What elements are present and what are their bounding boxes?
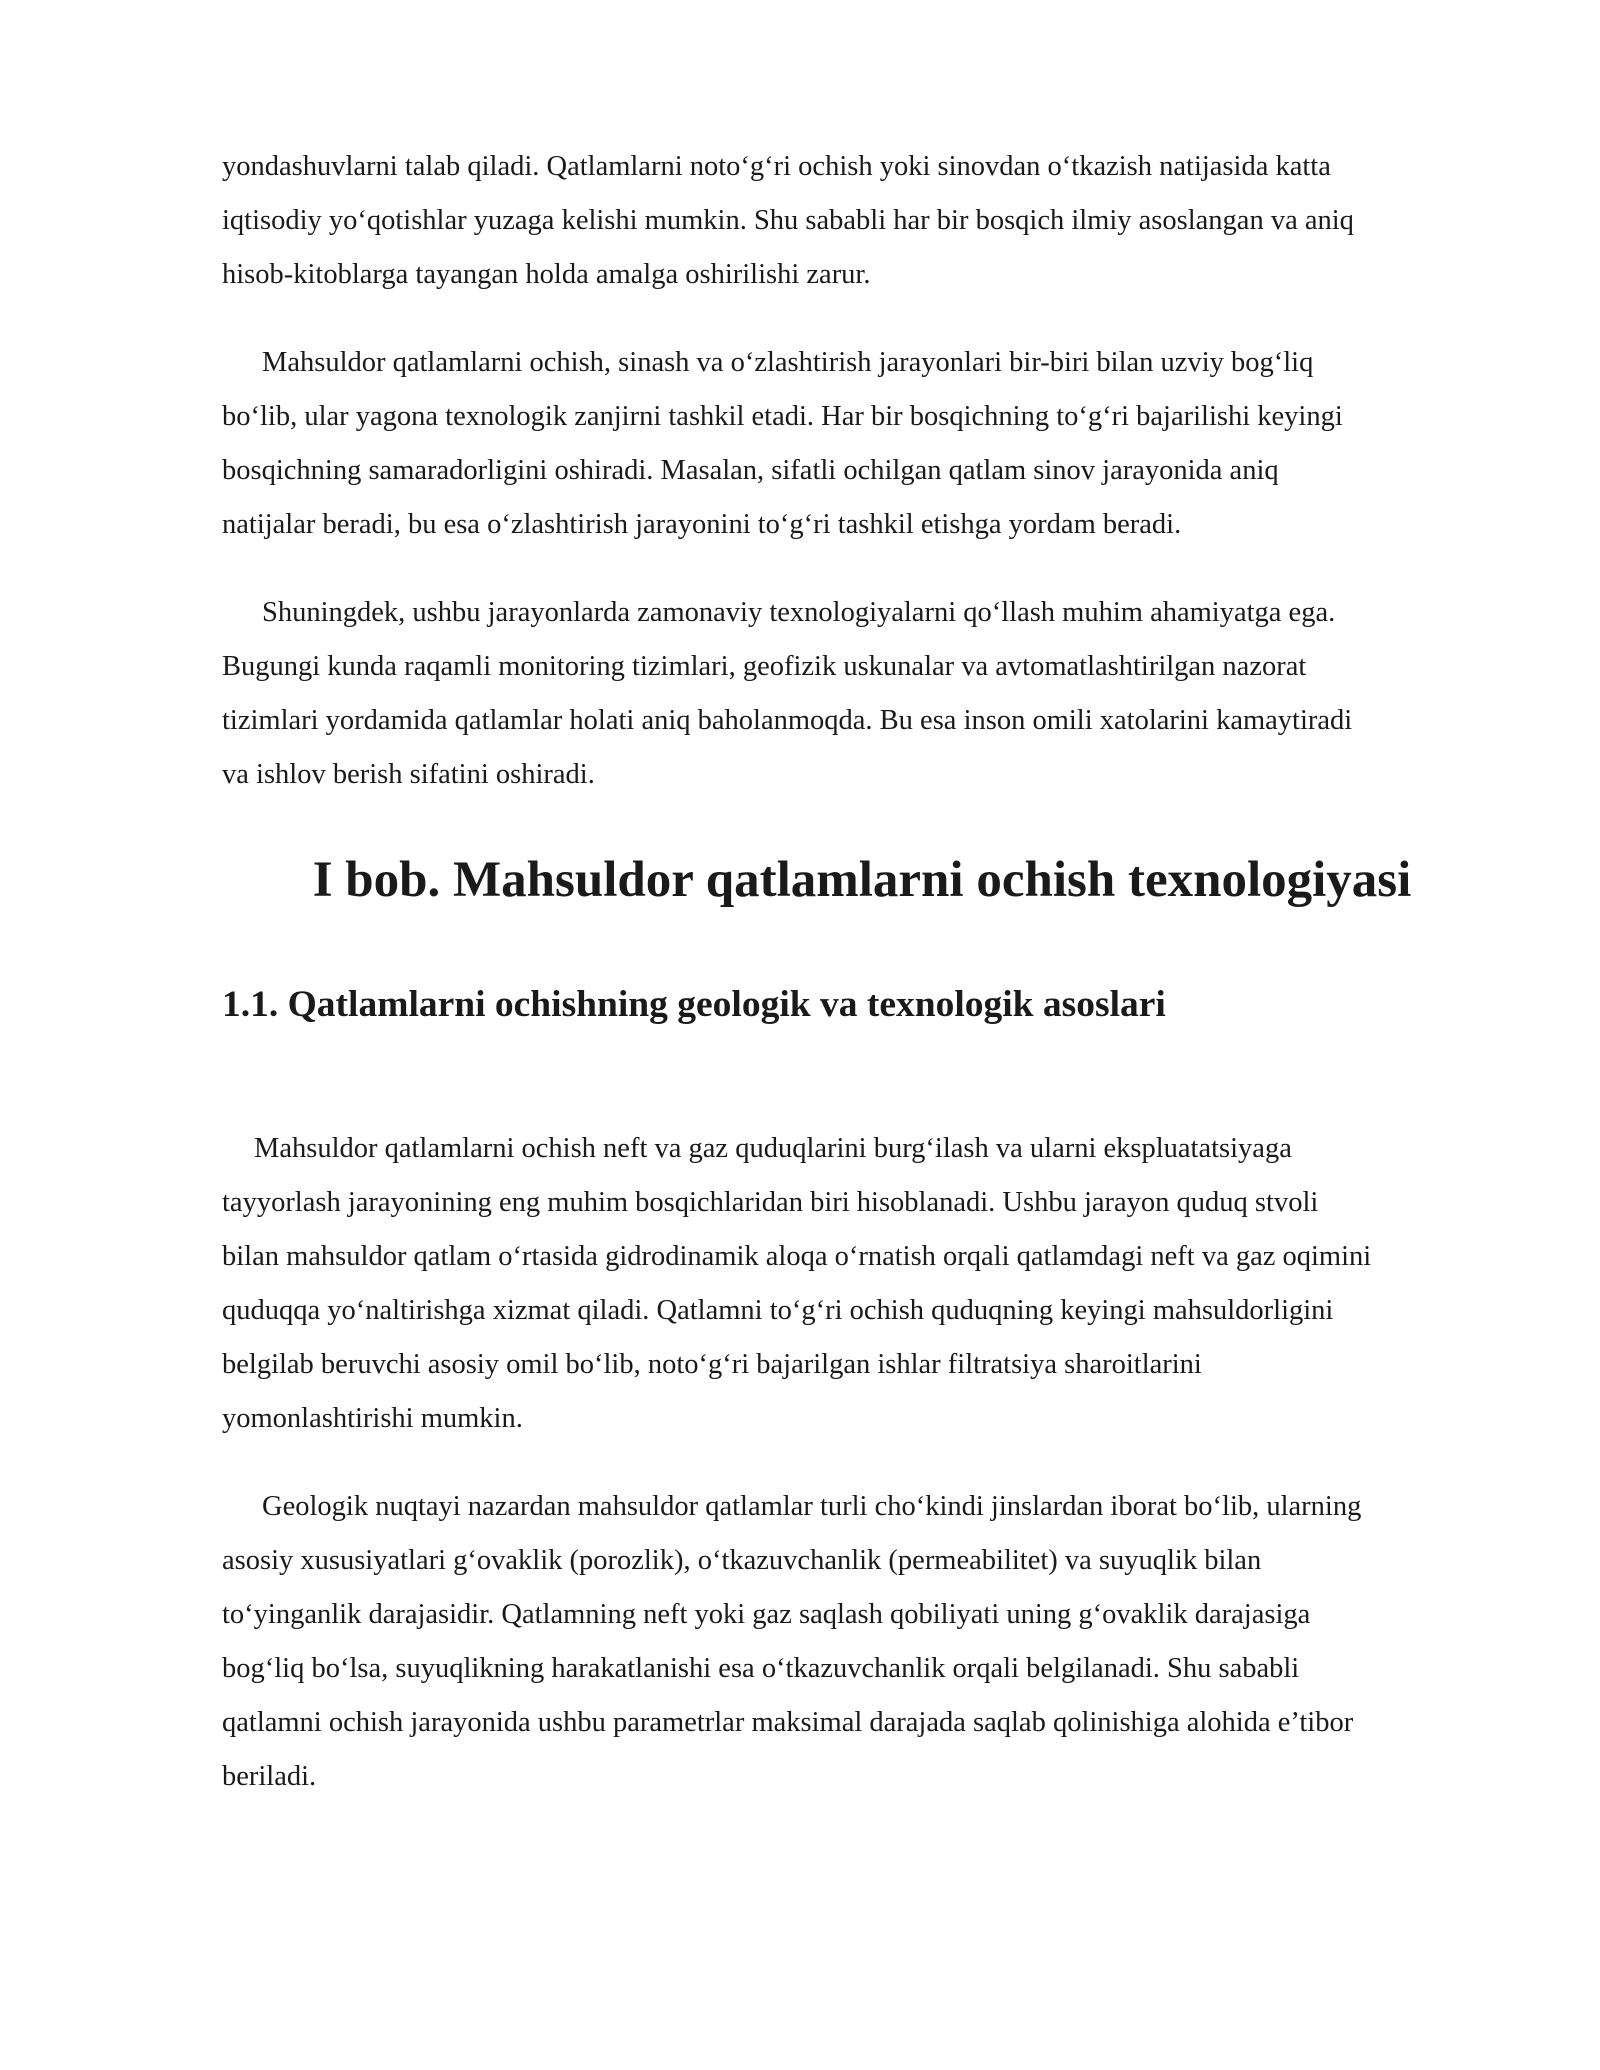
text-line: iqtisodiy yo‘qotishlar yuzaga kelishi mumkin. Shu sababli har bir bosqich ilmiy asoslangan va aniq (222, 205, 1354, 236)
text-line: yondashuvlarni talab qiladi. Qatlamlarni noto‘g‘ri ochish yoki sinovdan o‘tkazish natijasida katta (222, 151, 1331, 182)
text-line: yomonlashtirishi mumkin. (222, 1403, 523, 1434)
paragraph-2 (222, 336, 1502, 552)
text-line: Geologik nuqtayi nazardan mahsuldor qatlamlar turli cho‘kindi jinslardan iborat bo‘lib, ularning (262, 1491, 1362, 1522)
text-line: tizimlari yordamida qatlamlar holati aniq baholanmoqda. Bu esa inson omili xatolarini kamaytiradi (222, 705, 1353, 736)
text-line: Mahsuldor qatlamlarni ochish, sinash va o‘zlashtirish jarayonlari bir-biri bilan uzviy bog‘liq (262, 347, 1314, 378)
text-line: va ishlov berish sifatini oshiradi. (222, 759, 595, 790)
chapter-title: I bob. Mahsuldor qatlamlarni ochish texnologiyasi (312, 852, 1412, 908)
paragraph-5 (222, 1480, 1502, 1804)
section-title: 1.1. Qatlamlarni ochishning geologik va texnologik asoslari (222, 984, 1166, 1025)
text-line: qatlamni ochish jarayonida ushbu parametrlar maksimal darajada saqlab qolinishiga alohida e’tibor (222, 1707, 1354, 1738)
text-line: to‘yinganlik darajasidir. Qatlamning neft yoki gaz saqlash qobiliyati uning g‘ovaklik darajasiga (222, 1599, 1311, 1630)
text-line: natijalar beradi, bu esa o‘zlashtirish jarayonini to‘g‘ri tashkil etishga yordam beradi. (222, 509, 1182, 540)
text-line: Bugungi kunda raqamli monitoring tizimlari, geofizik uskunalar va avtomatlashtirilgan nazorat (222, 651, 1307, 682)
text-line: bilan mahsuldor qatlam o‘rtasida gidrodinamik aloqa o‘rnatish orqali qatlamdagi neft va gaz oqimini (222, 1241, 1372, 1272)
text-line: Shuningdek, ushbu jarayonlarda zamonaviy texnologiyalarni qo‘llash muhim ahamiyatga ega. (262, 597, 1336, 628)
text-line: hisob-kitoblarga tayangan holda amalga oshirilishi zarur. (222, 259, 871, 290)
text-line: beriladi. (222, 1761, 317, 1792)
paragraph-3 (222, 586, 1502, 802)
text-line: bosqichning samaradorligini oshiradi. Masalan, sifatli ochilgan qatlam sinov jarayonida aniq (222, 455, 1279, 486)
paragraph-4 (222, 1122, 1502, 1446)
text-line: asosiy xususiyatlari g‘ovaklik (porozlik), o‘tkazuvchanlik (permeabilitet) va suyuqlik bilan (222, 1545, 1262, 1576)
text-line: bog‘liq bo‘lsa, suyuqlikning harakatlanishi esa o‘tkazuvchanlik orqali belgilanadi. Shu sababli (222, 1653, 1300, 1684)
text-line: Mahsuldor qatlamlarni ochish neft va gaz quduqlarini burg‘ilash va ularni ekspluatatsiyaga (254, 1133, 1292, 1164)
text-line: tayyorlash jarayonining eng muhim bosqichlaridan biri hisoblanadi. Ushbu jarayon quduq stvoli (222, 1187, 1319, 1218)
text-line: quduqqa yo‘naltirishga xizmat qiladi. Qatlamni to‘g‘ri ochish quduqning keyingi mahsuldorligini (222, 1295, 1334, 1326)
text-line: belgilab beruvchi asosiy omil bo‘lib, noto‘g‘ri bajarilgan ishlar filtratsiya sharoitlarini (222, 1349, 1202, 1380)
paragraph-1 (222, 140, 1502, 302)
text-line: bo‘lib, ular yagona texnologik zanjirni tashkil etadi. Har bir bosqichning to‘g‘ri bajarilishi keyingi (222, 401, 1343, 432)
